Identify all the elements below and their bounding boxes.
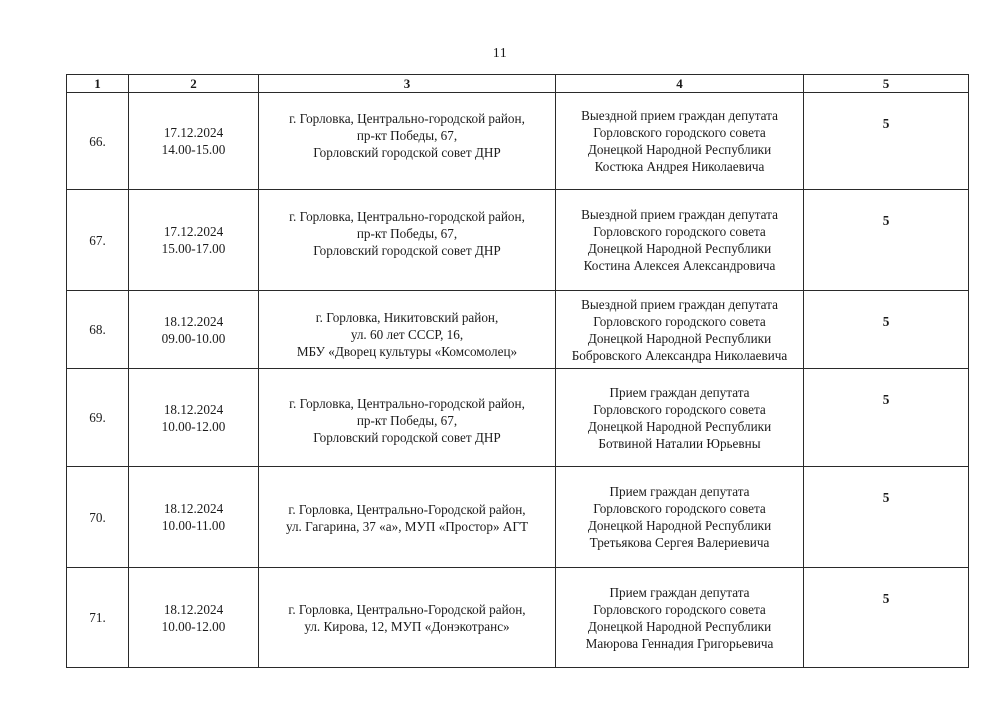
row-number: 67. (67, 190, 129, 291)
date: 17.12.2024 (163, 125, 224, 140)
address-line: г. Горловка, Центрально-городской район, (289, 111, 525, 126)
date-time-cell (129, 568, 259, 668)
event-line: Выездной прием граждан депутата (581, 108, 778, 123)
address-line: г. Горловка, Центрально-городской район, (289, 396, 525, 411)
table-row (67, 369, 969, 467)
time: 09.00-10.00 (161, 330, 226, 346)
event-line: Горловского городского совета (593, 401, 766, 417)
row-number: 68. (67, 291, 129, 369)
event-line: Выездной прием граждан депутата (581, 296, 778, 312)
address-line: ул. Гагарина, 37 «а», МУП «Простор» АГТ (285, 519, 529, 534)
event-line: Донецкой Народной Республики (587, 142, 772, 157)
capacity-cell: 5 (804, 369, 969, 467)
time: 10.00-12.00 (161, 618, 226, 634)
date-time-cell (129, 291, 259, 369)
date-time-cell (129, 190, 259, 291)
event-line: Выездной прием граждан депутата (581, 207, 778, 222)
event-line: Донецкой Народной Республики (587, 418, 772, 434)
column-header-1: 1 (67, 75, 129, 93)
event-line: Ботвиной Наталии Юрьевны (598, 435, 761, 451)
address-line: пр-кт Победы, 67, (356, 413, 458, 428)
event-line: Костюка Андрея Николаевича (594, 159, 765, 174)
address-cell (259, 93, 556, 190)
event-line: Бобровского Александра Николаевича (571, 347, 788, 363)
date: 18.12.2024 (163, 601, 224, 617)
event-line: Прием граждан депутата (609, 484, 750, 499)
event-line: Третьякова Сергея Валериевича (589, 535, 770, 550)
address-line: ул. Кирова, 12, МУП «Донэкотранс» (304, 619, 510, 634)
event-cell (556, 93, 804, 190)
schedule-table (66, 74, 969, 668)
column-header-3: 3 (259, 75, 556, 93)
address-line: МБУ «Дворец культуры «Комсомолец» (296, 344, 518, 359)
event-cell (556, 369, 804, 467)
header-row (67, 75, 969, 93)
address-line: Горловский городской совет ДНР (313, 243, 501, 258)
event-cell (556, 291, 804, 369)
date-time-cell (129, 369, 259, 467)
page-number: 11 (492, 46, 508, 61)
address-cell (259, 291, 556, 369)
event-line: Донецкой Народной Республики (587, 330, 772, 346)
table-row (67, 467, 969, 568)
event-line: Донецкой Народной Республики (587, 241, 772, 256)
event-line: Горловского городского совета (593, 501, 766, 516)
table-row (67, 93, 969, 190)
event-cell (556, 190, 804, 291)
address-line: г. Горловка, Центрально-городской район, (289, 209, 525, 224)
address-cell (259, 369, 556, 467)
capacity-cell: 5 (804, 467, 969, 568)
time: 10.00-12.00 (161, 418, 226, 434)
table-row (67, 291, 969, 369)
event-line: Горловского городского совета (593, 125, 766, 140)
capacity-cell: 5 (804, 291, 969, 369)
table-row (67, 190, 969, 291)
date: 18.12.2024 (163, 401, 224, 417)
time: 10.00-11.00 (161, 518, 226, 533)
event-line: Горловского городского совета (593, 601, 766, 617)
row-number: 70. (67, 467, 129, 568)
time: 15.00-17.00 (161, 241, 226, 256)
address-line: г. Горловка, Никитовский район, (315, 310, 499, 325)
address-line: пр-кт Победы, 67, (356, 226, 458, 241)
event-line: Прием граждан депутата (609, 384, 750, 400)
table-row (67, 568, 969, 668)
date: 17.12.2024 (163, 224, 224, 239)
event-line: Горловского городского совета (593, 224, 766, 239)
address-line: г. Горловка, Центрально-Городской район, (288, 502, 526, 517)
capacity-cell: 5 (804, 93, 969, 190)
address-line: Горловский городской совет ДНР (313, 430, 501, 445)
column-header-4: 4 (556, 75, 804, 93)
column-header-2: 2 (129, 75, 259, 93)
event-line: Костина Алексея Александровича (583, 258, 776, 273)
date: 18.12.2024 (163, 313, 224, 329)
address-line: Горловский городской совет ДНР (313, 145, 501, 160)
event-cell (556, 467, 804, 568)
address-line: ул. 60 лет СССР, 16, (350, 327, 464, 342)
address-cell (259, 190, 556, 291)
row-number: 66. (67, 93, 129, 190)
capacity-cell: 5 (804, 190, 969, 291)
capacity-cell: 5 (804, 568, 969, 668)
row-number: 69. (67, 369, 129, 467)
address-cell (259, 568, 556, 668)
address-line: пр-кт Победы, 67, (356, 128, 458, 143)
event-line: Донецкой Народной Республики (587, 618, 772, 634)
event-cell (556, 568, 804, 668)
event-line: Донецкой Народной Республики (587, 518, 772, 533)
row-number: 71. (67, 568, 129, 668)
time: 14.00-15.00 (161, 142, 226, 157)
date-time-cell (129, 93, 259, 190)
event-line: Маюрова Геннадия Григорьевича (585, 635, 774, 651)
event-line: Горловского городского совета (593, 313, 766, 329)
date-time-cell (129, 467, 259, 568)
event-line: Прием граждан депутата (609, 584, 750, 600)
column-header-5: 5 (804, 75, 969, 93)
address-line: г. Горловка, Центрально-Городской район, (288, 602, 526, 617)
address-cell (259, 467, 556, 568)
date: 18.12.2024 (163, 501, 224, 516)
